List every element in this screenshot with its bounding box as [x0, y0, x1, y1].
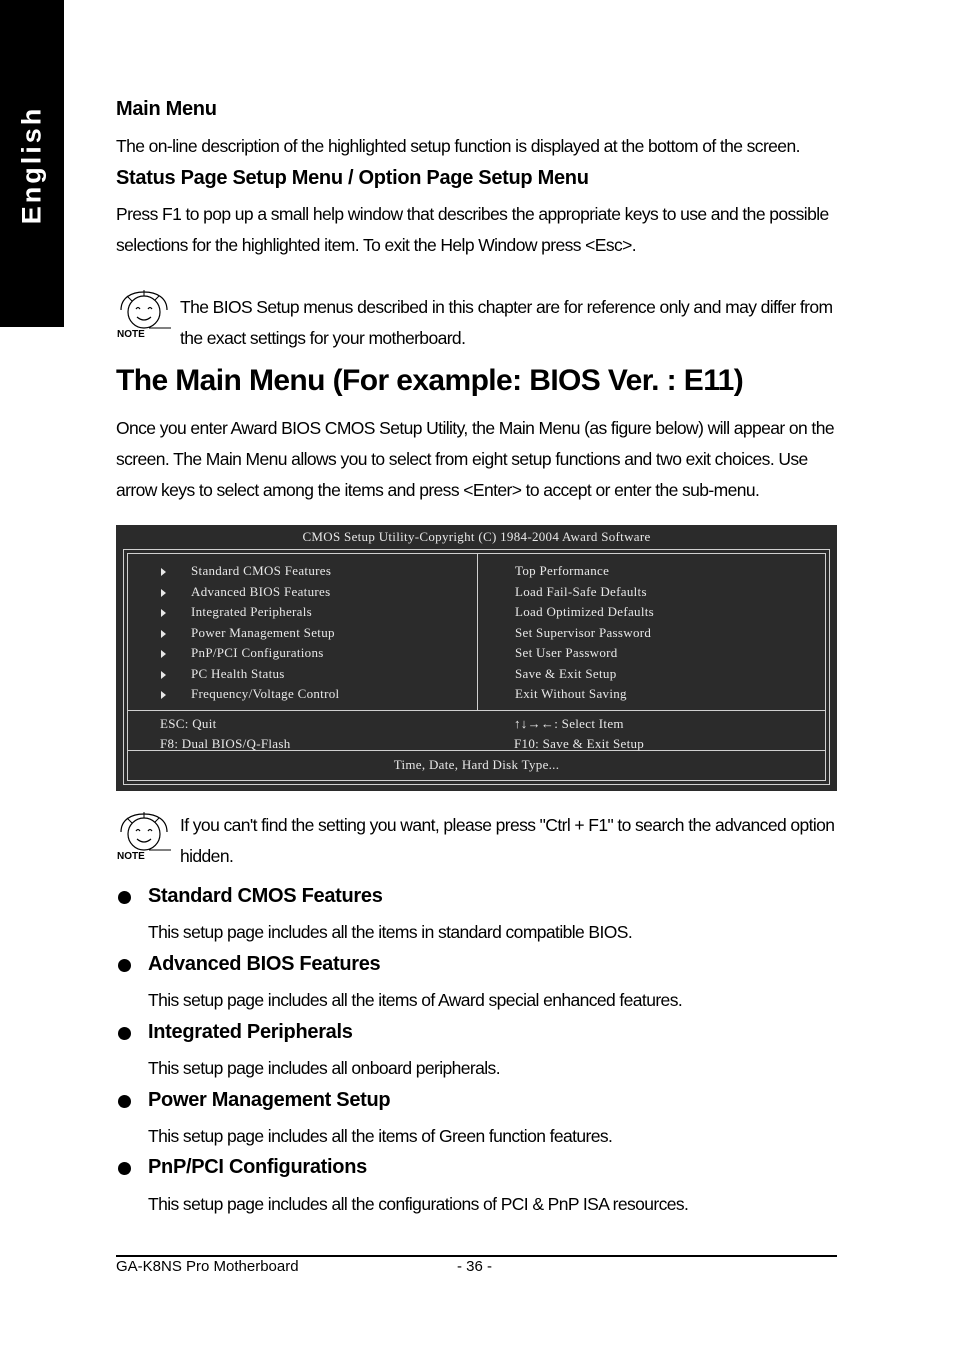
note-2-text: If you can't find the setting you want, please press "Ctrl + F1" to search the advanced option hidden. — [180, 815, 835, 866]
side-tab-label: English — [16, 105, 47, 225]
bios-menu-item[interactable]: Load Fail-Safe Defaults — [515, 583, 647, 599]
feature-title: Power Management Setup — [148, 1089, 391, 1111]
bios-menu-item[interactable]: PC Health Status — [128, 664, 477, 685]
bullet-icon — [118, 1027, 131, 1040]
bios-left-menu — [128, 561, 477, 705]
triangle-right-icon — [161, 691, 166, 699]
main-menu-text: The on-line description of the highlighted setup function is displayed at the bottom of the screen. — [116, 136, 800, 156]
status-page-text: Press F1 to pop up a small help window that describes the appropriate keys to use and the possible selections for the highlighted item. To exit the Help Window press <Esc>. — [116, 204, 829, 255]
bios-menu-item[interactable]: Save & Exit Setup — [515, 665, 617, 681]
section-text: Once you enter Award BIOS CMOS Setup Utility, the Main Menu (as figure below) will appear on the screen. The Main Menu allows you to select from eight setup functions and two exit choices. Use arrow keys to select among the items and press <Enter> to accept or enter the sub-menu. — [116, 418, 834, 500]
bios-menu-item[interactable]: Power Management Setup — [128, 623, 477, 644]
feature-title: PnP/PCI Configurations — [148, 1156, 367, 1178]
bios-key-hints-right — [514, 714, 644, 754]
bullet-icon — [118, 959, 131, 972]
feature-desc: This setup page includes all the items in standard compatible BIOS. — [148, 922, 633, 942]
note-1-text: The BIOS Setup menus described in this chapter are for reference only and may differ from the exact settings for your motherboard. — [180, 297, 833, 348]
bios-menu-item[interactable]: Exit Without Saving — [515, 686, 627, 701]
bios-right-menu — [515, 561, 654, 705]
status-page-heading: Status Page Setup Menu / Option Page Setup Menu — [116, 167, 589, 189]
bios-divider — [128, 710, 825, 711]
note-icon — [113, 810, 175, 864]
bios-menu-item[interactable]: PnP/PCI Configurations — [128, 643, 477, 664]
key-esc-hint: ESC: Quit — [160, 716, 217, 731]
bios-menu-item[interactable]: Set Supervisor Password — [515, 624, 652, 640]
triangle-right-icon — [161, 650, 166, 658]
note-icon — [113, 288, 175, 342]
bios-menu-item[interactable]: Advanced BIOS Features — [128, 582, 477, 603]
bios-menu-item[interactable]: Set User Password — [515, 645, 618, 660]
feature-desc: This setup page includes all the items of Green function features. — [148, 1126, 613, 1146]
bios-menu-item[interactable]: Integrated Peripherals — [128, 602, 477, 623]
key-select-hint: ↑↓→←: Select Item — [514, 716, 624, 731]
feature-desc: This setup page includes all the configurations of PCI & PnP ISA resources. — [148, 1194, 689, 1214]
feature-desc: This setup page includes all the items of Award special enhanced features. — [148, 990, 683, 1010]
bios-menu-item[interactable]: Frequency/Voltage Control — [128, 684, 477, 705]
bios-inner-frame — [127, 553, 826, 781]
feature-desc: This setup page includes all onboard peripherals. — [148, 1058, 500, 1078]
bullet-icon — [118, 1095, 131, 1108]
bios-column-divider — [477, 554, 478, 710]
bios-screen — [116, 525, 837, 791]
feature-title: Standard CMOS Features — [148, 885, 383, 907]
main-menu-heading: Main Menu — [116, 98, 217, 120]
key-f10-hint: F10: Save & Exit Setup — [514, 736, 645, 751]
key-f8-hint: F8: Dual BIOS/Q-Flash — [160, 736, 291, 751]
feature-title: Advanced BIOS Features — [148, 953, 381, 975]
triangle-right-icon — [161, 589, 166, 597]
feature-title: Integrated Peripherals — [148, 1021, 353, 1043]
bullet-icon — [118, 891, 131, 904]
bios-menu-item[interactable]: Top Performance — [515, 563, 610, 578]
bios-title: CMOS Setup Utility-Copyright (C) 1984-2004 Award Software — [302, 529, 651, 544]
section-title: The Main Menu (For example: BIOS Ver. : E11) — [116, 364, 744, 397]
triangle-right-icon — [161, 671, 166, 679]
bios-key-hints-left — [160, 714, 291, 754]
language-side-tab — [0, 0, 64, 327]
triangle-right-icon — [161, 609, 166, 617]
bios-frame — [123, 549, 830, 785]
bullet-icon — [118, 1162, 131, 1175]
bios-menu-item[interactable]: Standard CMOS Features — [128, 561, 477, 582]
page-number: - 36 - — [457, 1258, 493, 1275]
footer-product: GA-K8NS Pro Motherboard — [116, 1258, 299, 1275]
svg-text:NOTE: NOTE — [117, 851, 145, 862]
bios-menu-item[interactable]: Load Optimized Defaults — [515, 604, 655, 619]
triangle-right-icon — [161, 568, 166, 576]
svg-text:NOTE: NOTE — [117, 329, 145, 340]
bios-help-line: Time, Date, Hard Disk Type... — [393, 757, 560, 772]
triangle-right-icon — [161, 630, 166, 638]
footer-rule — [116, 1255, 837, 1257]
